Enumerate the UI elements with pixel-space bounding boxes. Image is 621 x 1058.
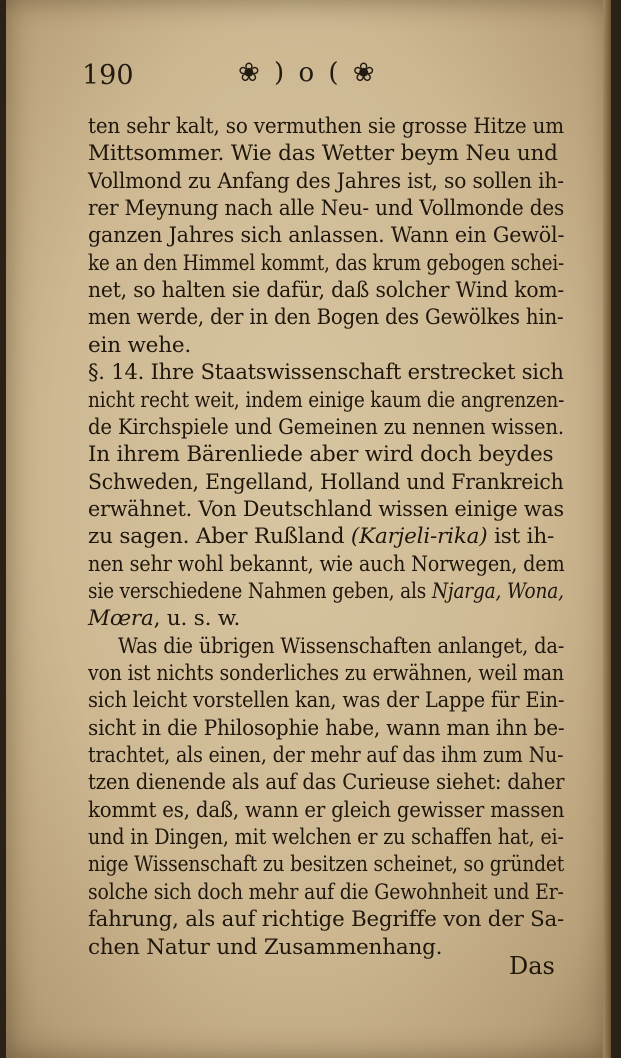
text-segment: ist ih- xyxy=(487,524,555,550)
text-segment: In ihrem Bärenliede aber wird doch beydes xyxy=(88,442,554,468)
text-segment: Njarga, Wona, xyxy=(431,578,564,604)
text-segment: nige Wissenschaft zu besitzen scheinet, so gründet xyxy=(88,852,565,878)
text-segment: ganzen Jahres sich anlassen. Wann ein Gewöl- xyxy=(88,223,565,249)
text-line xyxy=(88,277,564,305)
text-line xyxy=(88,250,564,278)
book-page xyxy=(6,0,611,1058)
text-line xyxy=(88,660,564,688)
text-line xyxy=(88,332,191,360)
text-segment: net, so halten sie dafür, daß solcher Wind kom- xyxy=(88,278,565,304)
text-segment: von ist nichts sonderliches zu erwähnen, weil man xyxy=(88,661,564,686)
text-line xyxy=(88,879,564,907)
page-edge xyxy=(603,0,611,1058)
text-line xyxy=(88,715,564,743)
text-segment: tzen dienende als auf das Curieuse siehet: daher xyxy=(88,770,565,796)
text-line xyxy=(88,605,240,633)
text-line xyxy=(88,906,564,934)
text-segment: §. 14. Ihre Staatswissenschaft erstrecket sich xyxy=(88,360,564,386)
text-line xyxy=(88,168,564,196)
text-line xyxy=(88,687,564,715)
text-segment: , u. s. w. xyxy=(153,606,241,632)
header-ornament: ❀ ) o ( ❀ xyxy=(238,58,378,88)
text-segment: trachtet, als einen, der mehr auf das ihm zum Nu- xyxy=(88,743,564,769)
text-segment: ten sehr kalt, so vermuthen sie grosse Hitze um xyxy=(88,114,564,139)
text-line xyxy=(88,742,563,770)
text-segment: sie verschiedene Nahmen geben, als xyxy=(88,578,432,604)
text-segment: zu sagen. Aber Rußland xyxy=(88,524,351,550)
text-line xyxy=(88,797,564,825)
text-line xyxy=(88,469,564,497)
text-line xyxy=(88,140,558,168)
text-line xyxy=(88,496,564,524)
page-number: 190 xyxy=(82,60,134,91)
text-line xyxy=(88,551,565,579)
catchword: Das xyxy=(509,952,555,980)
text-segment: Was die übrigen Wissenschaften anlanget, da- xyxy=(118,633,565,659)
text-segment: Mœra xyxy=(88,606,154,632)
text-segment: sicht in die Philosophie habe, wann man ihn be- xyxy=(88,715,565,741)
text-line xyxy=(88,769,564,797)
page-header xyxy=(82,58,552,98)
text-segment: erwähnet. Von Deutschland wissen einige was xyxy=(88,496,564,522)
text-segment: rer Meynung nach alle Neu- und Vollmonde des xyxy=(88,196,565,222)
text-segment: Schweden, Engelland, Holland und Frankreich xyxy=(88,469,564,495)
text-segment: und in Dingen, mit welchen er zu schaffen hat, ei- xyxy=(88,825,564,851)
text-line xyxy=(88,824,564,852)
text-segment: de Kirchspiele und Gemeinen zu nennen wissen. xyxy=(88,414,564,440)
text-line xyxy=(88,387,564,415)
text-segment: Vollmond zu Anfang des Jahres ist, so sollen ih- xyxy=(88,168,564,194)
text-line xyxy=(88,304,563,332)
text-line xyxy=(88,195,564,223)
text-segment: nen sehr wohl bekannt, wie auch Norwegen, dem xyxy=(88,551,565,577)
text-segment: men werde, der in den Bogen des Gewölkes hin- xyxy=(88,305,564,331)
text-segment: Mittsommer. Wie das Wetter beym Neu und xyxy=(88,141,558,167)
text-segment: ke an den Himmel kommt, das krum gebogen schei- xyxy=(88,250,565,276)
text-line xyxy=(88,414,564,442)
text-segment: ein wehe. xyxy=(88,332,192,358)
text-line xyxy=(88,934,442,962)
text-line xyxy=(88,851,564,879)
text-segment: sich leicht vorstellen kan, was der Lappe für Ein- xyxy=(88,688,565,714)
text-line xyxy=(88,222,564,250)
text-line xyxy=(88,578,564,606)
text-line xyxy=(88,113,564,141)
text-segment: chen Natur und Zusammenhang. xyxy=(88,934,443,960)
text-segment: solche sich doch mehr auf die Gewohnheit und Er- xyxy=(88,879,564,905)
text-segment: fahrung, als auf richtige Begriffe von der Sa- xyxy=(88,907,565,933)
text-line xyxy=(88,523,554,551)
text-line xyxy=(118,633,564,661)
text-segment: nicht recht weit, indem einige kaum die angrenzen- xyxy=(88,387,565,413)
text-line xyxy=(88,441,553,469)
text-line xyxy=(88,359,564,387)
text-segment: kommt es, daß, wann er gleich gewisser massen xyxy=(88,797,565,823)
text-segment: (Karjeli-rika) xyxy=(350,524,488,550)
